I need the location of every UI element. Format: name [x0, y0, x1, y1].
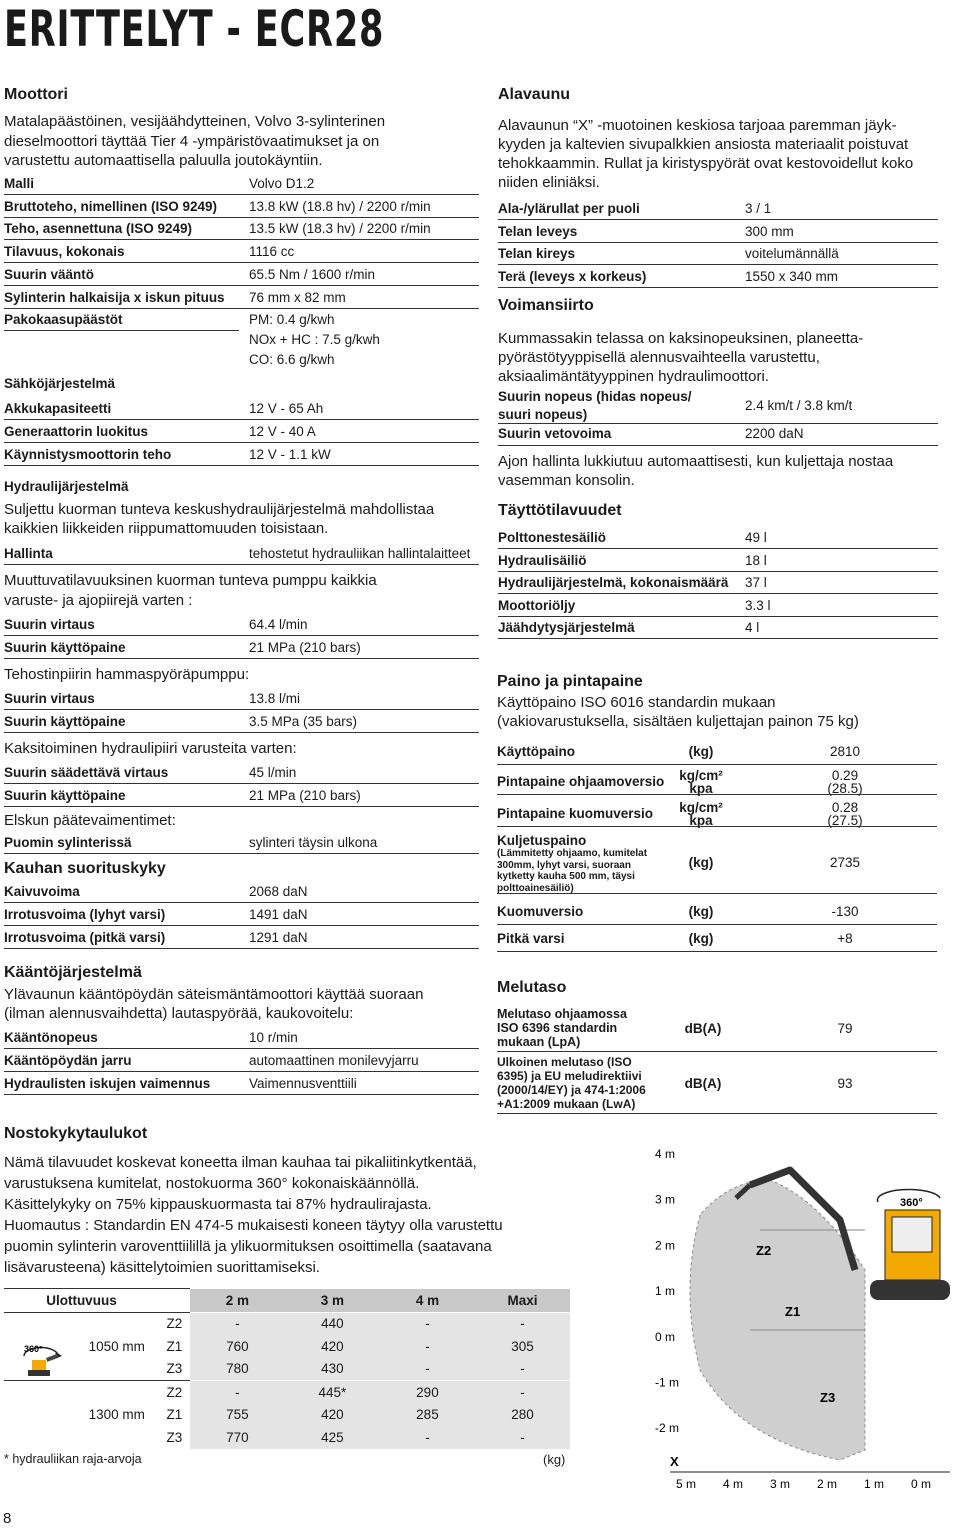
melutaso-label: Ulkoinen melutaso (ISO	[497, 1055, 632, 1069]
divider	[4, 1048, 479, 1049]
moottori-row-label: Tilavuus, kokonais	[4, 244, 125, 260]
divider	[497, 1051, 937, 1052]
paino-label-small: polttoainesäiliö)	[497, 882, 574, 894]
lift-zone-cell: Z3	[159, 1426, 190, 1449]
kaksitoim-row-label: Suurin käyttöpaine	[4, 788, 126, 803]
moottori-row-label: Bruttoteho, nimellinen (ISO 9249)	[4, 198, 218, 214]
rotation-label: 360°	[24, 1344, 43, 1354]
kauhan-row-value: 1491 daN	[249, 907, 308, 922]
elskun-row-value: sylinteri täysin ulkona	[249, 835, 378, 850]
hallinta-row-value: tehostetut hydrauliikan hallintalaitteet	[249, 546, 471, 561]
paino-value: 0.29	[831, 768, 859, 783]
moottori-row-label: Teho, asennettuna (ISO 9249)	[4, 221, 193, 237]
nosto-text-line: lisävarusteena) käsittelytoimien suorittamiseksi.	[4, 1259, 320, 1276]
divider	[4, 635, 479, 636]
divider	[4, 194, 479, 195]
diagram-y-tick: -2 m	[655, 1421, 679, 1436]
vetovoima-label: Suurin vetovoima	[498, 426, 612, 441]
hydrauli-heading: Hydraulijärjestelmä	[4, 479, 129, 494]
alavaunu-heading: Alavaunu	[498, 86, 571, 103]
lift-value-cell: 755	[190, 1404, 285, 1427]
divider	[497, 764, 937, 765]
divider	[498, 264, 938, 265]
taytto-row-value: 18 l	[745, 552, 767, 568]
taytto-row-value: 49 l	[745, 530, 767, 545]
divider	[498, 242, 938, 243]
kaanto-row-value: Vaimennusventtiili	[249, 1076, 357, 1091]
divider	[498, 593, 938, 594]
alavaunu-row-label: Telan leveys	[498, 223, 578, 239]
divider	[4, 948, 479, 949]
moottori-row-value: PM: 0.4 g/kwh	[249, 312, 335, 328]
paino-unit: (kg)	[688, 855, 714, 870]
hydrauli-intro-line: kaikkien liikkeiden riippumattomuuden toisistaan.	[4, 520, 329, 537]
taytto-row-label: Moottoriöljy	[498, 597, 576, 613]
lift-value-cell: -	[380, 1358, 475, 1381]
divider	[498, 548, 938, 549]
paino-intro-line: (vakiovarustuksella, sisältäen kuljettajan painon 75 kg)	[497, 713, 859, 730]
nosto-text-line: Nämä tilavuudet koskevat koneetta ilman kauhaa tai pikaliitinkytkentää,	[4, 1154, 477, 1171]
kaanto-row-label: Hydraulisten iskujen vaimennus	[4, 1076, 211, 1091]
kaanto-row-label: Kääntönopeus	[4, 1030, 98, 1045]
diagram-zone-label: Z3	[820, 1390, 836, 1405]
lift-header-cell: 2 m	[190, 1289, 285, 1313]
lift-header-cell: Maxi	[475, 1289, 570, 1313]
kaanto-intro-line: Ylävaunun kääntöpöydän säteismäntämoottori käyttää suoraan	[4, 986, 424, 1003]
paino-unit: kpa	[689, 781, 713, 796]
paino-unit: (kg)	[688, 931, 714, 946]
alavaunu-intro-line: niiden eliniäksi.	[498, 174, 600, 191]
elskun-row-label: Puomin sylinterissä	[4, 835, 132, 850]
paino-unit: (kg)	[688, 744, 714, 759]
diagram-x-tick: 2 m	[817, 1477, 838, 1491]
diagram-x-tick: 3 m	[770, 1477, 791, 1491]
melutaso-value: 79	[837, 1021, 853, 1036]
diagram-y-tick: 3 m	[655, 1192, 676, 1207]
kaksitoim-row-label: Suurin säädettävä virtaus	[4, 765, 169, 780]
paino-value: -130	[831, 904, 859, 919]
nosto-text-line: Huomautus : Standardin EN 474-5 mukaisesti koneen täytyy olla varustettu	[4, 1217, 503, 1234]
voimansiirto-outro-line: Ajon hallinta lukkiutuu automaattisesti, kun kuljettaja nostaa	[498, 453, 894, 470]
moottori-row-value: 13.5 kW (18.3 hv) / 2200 r/min	[249, 221, 431, 237]
melutaso-label: 6395) ja EU meludirektiivi	[497, 1069, 642, 1083]
moottori-row-value: NOx + HC : 7.5 g/kwh	[249, 332, 380, 348]
divider	[4, 1094, 479, 1095]
diagram-x-tick: 4 m	[723, 1477, 744, 1491]
divider	[497, 951, 937, 952]
lift-value-cell: 780	[190, 1358, 285, 1381]
lift-reach-label: 1300 mm	[88, 1407, 145, 1423]
kaksitoim-row-value: 21 MPa (210 bars)	[249, 788, 361, 803]
paino-label: Pintapaine kuomuversio	[497, 806, 654, 821]
vetovoima-value: 2200 daN	[745, 426, 804, 441]
hallinta-row-label: Hallinta	[4, 546, 53, 561]
kaanto-intro-line: (ilman alennusvaihdetta) lautaspyörää, kaukovoitelu:	[4, 1005, 354, 1022]
paino-label: Pintapaine ohjaamoversio	[497, 774, 665, 789]
divider	[497, 794, 937, 795]
divider	[498, 571, 938, 572]
taytto-row-value: 3.3 l	[745, 597, 771, 613]
tehostin-row-label: Suurin virtaus	[4, 691, 95, 706]
voimansiirto-intro-line: Kummassakin telassa on kaksinopeuksinen, planeetta-	[498, 330, 864, 347]
tehostin-text: Tehostinpiirin hammaspyöräpumppu:	[4, 666, 250, 683]
divider	[4, 419, 479, 420]
kauhan-row-label: Kaivuvoima	[4, 884, 80, 899]
divider	[498, 616, 938, 617]
pumppu-row-label: Suurin virtaus	[4, 617, 95, 632]
diagram-x-tick: 5 m	[676, 1477, 697, 1491]
lift-value-cell: 420	[285, 1404, 380, 1427]
moottori-row-value: 76 mm x 82 mm	[249, 289, 346, 305]
divider	[498, 445, 938, 446]
divider	[497, 893, 937, 894]
paino-unit: kpa	[689, 813, 713, 828]
kaksitoim-text: Kaksitoiminen hydraulipiiri varusteita varten:	[4, 740, 297, 757]
paino-value: (27.5)	[827, 813, 863, 828]
nopeus-label: Suurin nopeus (hidas nopeus/	[498, 389, 692, 404]
moottori-row-label: Malli	[4, 176, 35, 191]
divider	[4, 330, 239, 331]
diagram-zone-label: Z1	[785, 1304, 801, 1319]
divider	[4, 262, 479, 263]
divider	[498, 423, 938, 424]
melutaso-heading: Melutaso	[497, 979, 567, 996]
moottori-row-value: 13.8 kW (18.8 hv) / 2200 r/min	[249, 198, 431, 214]
lift-footnote: * hydrauliikan raja-arvoja	[4, 1452, 142, 1466]
kaanto-row-value: 10 r/min	[249, 1030, 298, 1045]
diagram-y-tick: 1 m	[655, 1284, 676, 1299]
voimansiirto-intro-line: pyörästötyyppisellä alennusvaihteella varustettu,	[498, 349, 820, 366]
kaksitoim-row-value: 45 l/min	[249, 765, 297, 780]
sahko-row-label: Käynnistysmoottorin teho	[4, 447, 172, 462]
lift-value-cell: -	[475, 1426, 570, 1449]
nosto-text-line: varustuksena kumitelat, nostokuorma 360° kokonaiskäännöllä.	[4, 1175, 420, 1192]
lift-value-cell: -	[380, 1312, 475, 1335]
taytto-row-label: Hydraulisäiliö	[498, 552, 587, 568]
lift-zone-cell: Z2	[159, 1312, 190, 1335]
divider	[4, 308, 479, 309]
moottori-row-value: Volvo D1.2	[249, 176, 315, 191]
kauhan-row-value: 2068 daN	[249, 884, 308, 899]
lift-value-cell: -	[380, 1426, 475, 1449]
lift-zone-cell: Z3	[159, 1358, 190, 1381]
divider	[497, 826, 937, 827]
moottori-heading: Moottori	[4, 86, 68, 103]
alavaunu-row-label: Telan kireys	[498, 246, 576, 261]
paino-label-small: 300mm, lyhyt varsi, suoraan	[497, 859, 631, 871]
diagram-y-tick: 4 m	[655, 1147, 676, 1161]
divider	[4, 442, 479, 443]
melutaso-label: +A1:2009 mukaan (LwA)	[497, 1097, 636, 1111]
pumppu-row-value: 64.4 l/min	[249, 617, 308, 632]
moottori-row-label: Sylinterin halkaisija x iskun pituus	[4, 289, 225, 305]
melutaso-label: Melutaso ohjaamossa	[497, 1007, 627, 1021]
hydrauli-intro-line: Suljettu kuorman tunteva keskushydraulijärjestelmä mahdollistaa	[4, 501, 435, 518]
lift-header-cell: 3 m	[285, 1289, 380, 1313]
moottori-intro-line: varustettu automaattisella paluulla joutokäyntiin.	[4, 152, 323, 169]
sahko-row-value: 12 V - 65 Ah	[249, 401, 324, 416]
diagram-x-tick: 1 m	[864, 1477, 885, 1491]
lift-value-cell: 425	[285, 1426, 380, 1449]
paino-unit: kg/cm²	[679, 768, 723, 783]
moottori-row-value: 1116 cc	[249, 244, 295, 260]
diagram-zone-label: Z2	[756, 1243, 772, 1258]
diagram-y-tick: 0 m	[655, 1329, 676, 1344]
paino-label: Pitkä varsi	[497, 931, 565, 946]
lift-value-cell: 430	[285, 1358, 380, 1381]
taytto-row-label: Polttonestesäiliö	[498, 530, 607, 545]
moottori-row-value: 65.5 Nm / 1600 r/min	[249, 266, 376, 282]
diagram-x-label: X	[670, 1454, 679, 1469]
lift-capacity-table	[4, 1288, 570, 1449]
taytto-row-value: 4 l	[745, 620, 760, 636]
paino-label: Kuljetuspaino	[497, 833, 587, 848]
divider	[4, 217, 479, 218]
lift-header-cell: 4 m	[380, 1289, 475, 1313]
kauhan-row-label: Irrotusvoima (lyhyt varsi)	[4, 907, 166, 922]
paino-label: Käyttöpaino	[497, 744, 576, 759]
divider	[4, 709, 479, 710]
tehostin-row-value: 13.8 l/mi	[249, 691, 301, 706]
kauhan-row-label: Irrotusvoima (pitkä varsi)	[4, 930, 166, 945]
nosto-text-line: Käsittelykyky on 75% kippauskuormasta tai 87% hydraulirajasta.	[4, 1196, 432, 1213]
alavaunu-row-value: 1550 x 340 mm	[745, 268, 839, 284]
divider	[4, 853, 479, 854]
divider	[4, 732, 479, 733]
paino-value: +8	[837, 931, 853, 946]
lift-value-cell: -	[190, 1312, 285, 1335]
lift-value-cell: 770	[190, 1426, 285, 1449]
excavator-tracks	[870, 1280, 950, 1300]
voimansiirto-outro-line: vasemman konsolin.	[498, 472, 635, 489]
divider	[497, 1113, 937, 1114]
diagram-rotation-label: 360°	[900, 1197, 923, 1209]
diagram-y-tick: -1 m	[655, 1375, 679, 1390]
lift-value-cell: 420	[285, 1335, 380, 1358]
alavaunu-intro-line: kyyden ja kaltevien sivupalkkien ansiosta materiaalit poistuvat	[498, 136, 909, 153]
pumppu-text-line: varuste- ja ajopiirejä varten :	[4, 592, 193, 609]
sahko-row-value: 12 V - 40 A	[249, 424, 316, 439]
lift-value-cell: 280	[475, 1404, 570, 1427]
melutaso-unit: dB(A)	[684, 1021, 722, 1036]
divider	[4, 902, 479, 903]
lift-value-cell: -	[380, 1335, 475, 1358]
kaanto-row-label: Kääntöpöydän jarru	[4, 1053, 132, 1068]
alavaunu-row-value: 3 / 1	[745, 201, 772, 216]
elskun-text: Elskun päätevaimentimet:	[4, 812, 176, 829]
paino-value: 2810	[829, 744, 861, 759]
pumppu-row-label: Suurin käyttöpaine	[4, 640, 126, 655]
divider	[4, 783, 479, 784]
moottori-intro-line: dieselmoottori täyttää Tier 4 -ympäristövaatimukset ja on	[4, 132, 380, 150]
divider	[4, 564, 479, 565]
lift-header-cell: Ulottuvuus	[4, 1289, 159, 1313]
paino-intro-line: Käyttöpaino ISO 6016 standardin mukaan	[497, 694, 776, 711]
alavaunu-row-value: 300 mm	[745, 223, 794, 239]
divider	[497, 924, 937, 925]
lift-row	[4, 1381, 570, 1404]
paino-unit: kg/cm²	[679, 800, 723, 815]
lift-value-cell: 305	[475, 1335, 570, 1358]
divider	[4, 465, 479, 466]
lift-header-cell	[159, 1289, 190, 1313]
lift-value-cell: 760	[190, 1335, 285, 1358]
pumppu-text-line: Muuttuvatilavuuksinen kuorman tunteva pumppu kaikkia	[4, 572, 377, 589]
lift-value-cell: -	[190, 1381, 285, 1404]
lift-value-cell: -	[475, 1358, 570, 1381]
paino-label-small: kytketty kauha 500 mm, täysi	[497, 871, 635, 882]
alavaunu-intro-line: Alavaunun “X” -muotoinen keskiosa tarjoaa paremman jäyk-	[498, 117, 897, 134]
diagram-x-tick: 0 m	[911, 1477, 932, 1491]
melutaso-value: 93	[837, 1076, 853, 1091]
lift-reach-cell	[4, 1381, 159, 1449]
page-number: 8	[3, 1510, 12, 1527]
nopeus-value: 2.4 km/t / 3.8 km/t	[745, 398, 853, 413]
divider	[498, 287, 938, 288]
nopeus-label: suuri nopeus)	[498, 407, 588, 422]
sahko-row-value: 12 V - 1.1 kW	[249, 447, 331, 462]
lift-zone-cell: Z1	[159, 1404, 190, 1427]
melutaso-label: ISO 6396 standardin	[497, 1021, 618, 1035]
lift-value-cell: 290	[380, 1381, 475, 1404]
tehostin-row-label: Suurin käyttöpaine	[4, 714, 126, 729]
lift-value-cell: 445*	[285, 1381, 380, 1404]
divider	[4, 239, 479, 240]
kauhan-heading: Kauhan suorituskyky	[4, 860, 166, 877]
lift-zone-cell: Z1	[159, 1335, 190, 1358]
lift-zone-cell: Z2	[159, 1381, 190, 1404]
working-range-diagram	[640, 1140, 960, 1500]
divider	[4, 806, 479, 807]
melutaso-label: (2000/14/EY) ja 474-1:2006	[497, 1083, 646, 1097]
lift-unit: (kg)	[543, 1452, 566, 1467]
kaanto-row-value: automaattinen monilevyjarru	[249, 1053, 419, 1068]
divider	[4, 285, 479, 286]
divider	[4, 658, 479, 659]
alavaunu-intro-line: tehokkaammin. Rullat ja kiristyspyörät ovat kestovoidellut koko	[498, 155, 914, 172]
moottori-row-label: Pakokaasupäästöt	[4, 312, 123, 328]
paino-label-small: (Lämmitetty ohjaamo, kumitelat	[497, 848, 648, 859]
pumppu-row-value: 21 MPa (210 bars)	[249, 640, 361, 655]
paino-value: (28.5)	[827, 781, 863, 796]
sahko-heading: Sähköjärjestelmä	[4, 376, 116, 391]
moottori-row-label: Suurin vääntö	[4, 266, 95, 282]
taytto-row-label: Hydraulijärjestelmä, kokonaismäärä	[498, 575, 729, 591]
lift-value-cell: 440	[285, 1312, 380, 1335]
alavaunu-row-label: Terä (leveys x korkeus)	[498, 268, 647, 284]
lift-value-cell: -	[475, 1381, 570, 1404]
divider	[4, 1071, 479, 1072]
paino-heading: Paino ja pintapaine	[497, 673, 643, 690]
paino-label: Kuomuversio	[497, 904, 584, 919]
lift-reach-label: 1050 mm	[88, 1338, 145, 1354]
moottori-row-value: CO: 6.6 g/kwh	[249, 352, 335, 368]
divider	[498, 219, 938, 220]
nosto-text-line: puomin sylinterin varoventtiilillä ja ylikuormituksen osoittimella (saatavana	[4, 1238, 492, 1255]
melutaso-unit: dB(A)	[684, 1076, 722, 1091]
taytto-heading: Täyttötilavuudet	[498, 502, 622, 519]
sahko-row-label: Generaattorin luokitus	[4, 424, 149, 439]
nosto-heading: Nostokykytaulukot	[4, 1125, 148, 1142]
paino-unit: (kg)	[688, 904, 714, 919]
lift-header-row	[4, 1289, 570, 1313]
page-title: ERITTELYT - ECR28	[4, 0, 385, 58]
lift-value-cell: -	[475, 1312, 570, 1335]
kauhan-row-value: 1291 daN	[249, 930, 308, 945]
taytto-row-value: 37 l	[745, 575, 767, 591]
kaanto-heading: Kääntöjärjestelmä	[4, 964, 142, 981]
voimansiirto-heading: Voimansiirto	[498, 297, 594, 314]
alavaunu-row-label: Ala-/ylärullat per puoli	[498, 201, 640, 216]
sahko-row-label: Akkukapasiteetti	[4, 401, 112, 416]
lift-row	[4, 1312, 570, 1335]
melutaso-label: mukaan (LpA)	[497, 1035, 581, 1049]
moottori-intro-line: Matalapäästöinen, vesijäähdytteinen, Volvo 3-sylinterinen	[4, 113, 386, 130]
tehostin-row-value: 3.5 MPa (35 bars)	[249, 714, 358, 729]
divider	[498, 638, 938, 639]
paino-value: 0.28	[831, 800, 859, 815]
lift-value-cell: 285	[380, 1404, 475, 1427]
voimansiirto-intro-line: aksiaalimäntätyyppinen hydraulimoottori.	[498, 368, 769, 385]
diagram-y-tick: 2 m	[655, 1238, 676, 1253]
taytto-row-label: Jäähdytysjärjestelmä	[498, 620, 635, 636]
excavator-rotation-icon	[18, 1340, 66, 1380]
divider	[4, 925, 479, 926]
alavaunu-row-value: voitelumännällä	[745, 246, 839, 261]
paino-value: 2735	[829, 855, 861, 870]
